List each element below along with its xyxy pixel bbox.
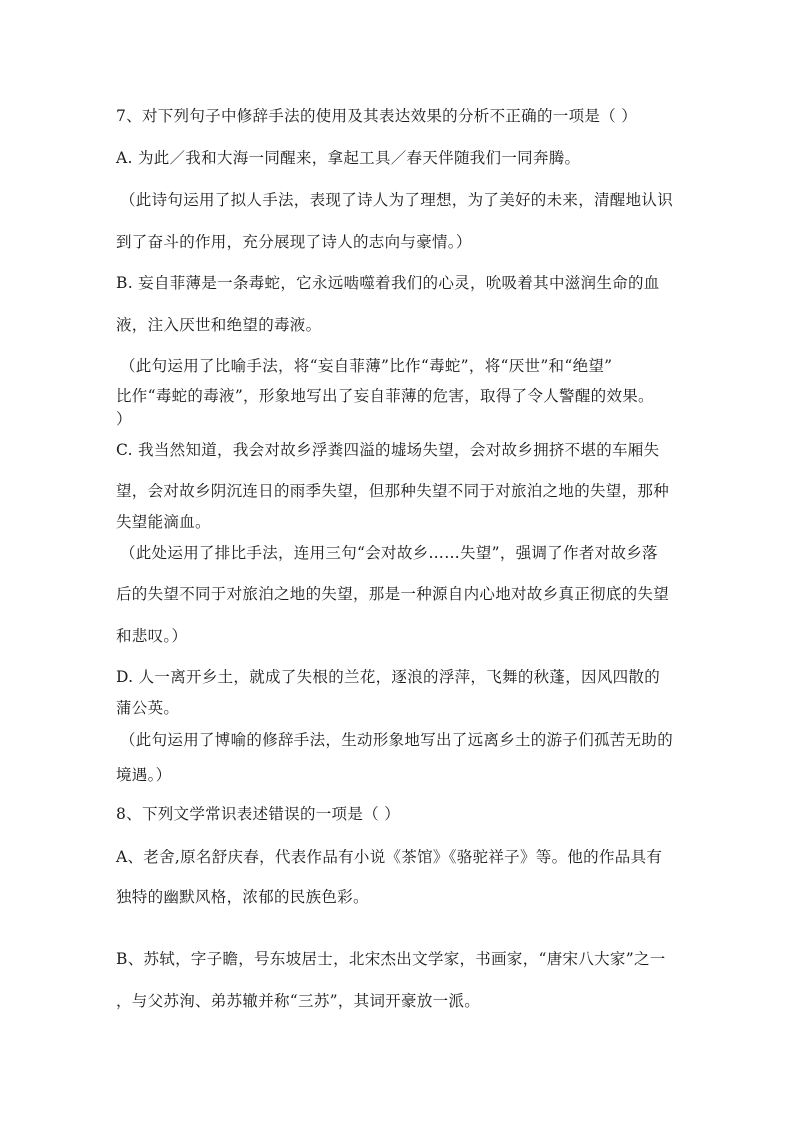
question-7-option-c-line-2: 望，会对故乡阴沉连日的雨季失望，但那种失望不同于对旅泊之地的失望，那种 [116,482,670,500]
question-7-option-b-line-2: 液，注入厌世和绝望的毒液。 [116,316,322,334]
question-8-option-a-line-1: A、老舍,原名舒庆春，代表作品有小说《茶馆》《骆驼祥子》等。他的作品具有 [116,848,663,866]
question-7-option-c-line-3: 失望能滴血。 [116,513,211,531]
question-7-option-a: A. 为此／我和大海一同醒来，拿起工具／春天伴随我们一同奔腾。 [116,149,581,167]
question-7-option-d-line-1: D. 人一离开乡土，就成了失根的兰花，逐浪的浮萍，飞舞的秋蓬，因风四散的 [116,668,661,686]
option-c-analysis-line-3: 和悲叹。） [116,627,188,645]
option-b-analysis-line-1: （此句运用了比喻手法，将“妄自菲薄”比作“毒蛇”，将“厌世”和“绝望” [120,357,613,375]
option-d-analysis-line-1: （此句运用了博喻的修辞手法，生动形象地写出了远离乡土的游子们孤苦无助的 [120,731,674,749]
question-8-option-a-line-2: 独特的幽默风格，浓郁的民族色彩。 [116,888,369,906]
question-7-option-d-line-2: 蒲公英。 [116,699,180,717]
option-a-analysis-line-1: （此诗句运用了拟人手法，表现了诗人为了理想，为了美好的未来，清醒地认识 [120,191,674,209]
question-8-option-b-line-2: ，与父苏洵、弟苏辙并称“三苏”，其词开豪放一派。 [116,992,481,1010]
question-7-option-c-line-1: C. 我当然知道，我会对故乡浮粪四溢的墟场失望，会对故乡拥挤不堪的车厢失 [116,441,660,459]
question-8-stem: 8、下列文学常识表述错误的一项是（ ） [116,805,400,823]
option-a-analysis-line-2: 到了奋斗的作用，充分展现了诗人的志向与豪情。） [116,233,472,251]
option-d-analysis-line-2: 境遇。） [116,766,172,784]
question-7-stem: 7、对下列句子中修辞手法的使用及其表达效果的分析不正确的一项是（ ） [116,107,637,125]
question-7-option-b-line-1: B. 妄自菲薄是一条毒蛇，它永远啮噬着我们的心灵，吮吸着其中滋润生命的血 [116,274,660,292]
option-c-analysis-line-1: （此处运用了排比手法，连用三句“会对故乡……失望”，强调了作者对故乡落 [120,544,658,562]
option-c-analysis-line-2: 后的失望不同于对旅泊之地的失望，那是一种源自内心地对故乡真正彻底的失望 [116,585,670,603]
option-b-analysis-line-3: ） [116,410,132,428]
question-8-option-b-line-1: B、苏轼，字子瞻，号东坡居士，北宋杰出文学家，书画家，“唐宋八大家”之一 [116,950,666,968]
option-b-analysis-line-2: 比作“毒蛇的毒液”，形象地写出了妄自菲薄的危害，取得了令人警醒的效果。 [116,387,654,405]
